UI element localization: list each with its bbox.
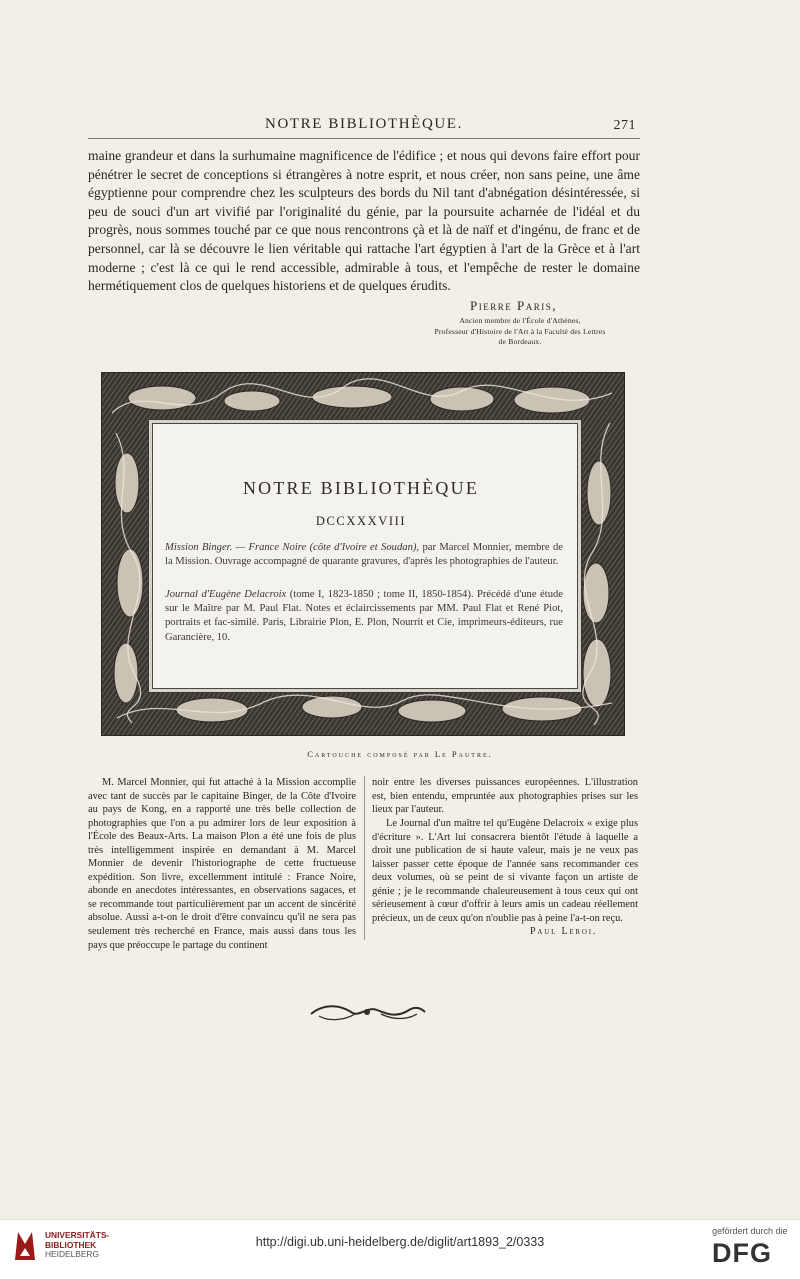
- signature-line: Professeur d'Histoire de l'Art à la Faculté des Lettres: [434, 326, 606, 336]
- catalog-number: DCCXXXVIII: [315, 514, 407, 528]
- signature-name: Pierre Paris,: [470, 298, 557, 313]
- review-right-column-1: noir entre les diverses puissances européennes. L'illustration est, bien entendu, empruntée aux photographies prises sur les lieux par l'auteur.: [372, 777, 638, 816]
- fleuron-ornament-icon: [309, 1000, 427, 1024]
- review-author: Paul Leroi.: [530, 926, 598, 937]
- uni-line: BIBLIOTHEK: [45, 1239, 97, 1250]
- entry-title: Journal d'Eugène Delacroix: [165, 589, 287, 600]
- page-number: 271: [613, 118, 636, 133]
- catalog-entry-delacroix: [165, 588, 563, 645]
- cartouche-caption: Cartouche composé par Le Pautre.: [307, 749, 493, 759]
- uni-line: HEIDELBERG: [45, 1249, 99, 1260]
- column-divider: [364, 776, 365, 940]
- review-left-column: M. Marcel Monnier, qui fut attaché à la Mission accomplie avec tant de succès par le capitaine Binger, de la Côte d'Ivoire au pays de Kong, en a rapporté une très belle collection de photographies que l'on a pu admirer lors de leur exposition à l'École des Beaux-Arts. La maison Plon a été une fois de plus très intelligemment inspirée en demandant à M. Marcel Monnier de devenir l'historiographe de cette fructueuse expédition. Son livre, excellemment intitulé : France Noire, abonde en anecdotes intéressantes, en observations sagaces, et se recommande tout particulièrement par un accent de sincérité absolue. Aussi a-t-on le droit d'être convaincu qu'il ne sera pas seulement très recherché en France, mais aussi dans tous les pays que préoccupe le partage du continent: [88, 777, 356, 951]
- intro-paragraph: maine grandeur et dans la surhumaine magnificence de l'édifice ; et nous qui devons faire effort pour pénétrer le secret de conceptions si étrangères à notre esprit, et nous créer, non sans peine, une âme égyptienne pour comprendre chez les sculpteurs des bords du Nil tant d'abnégation désintéressée, si peu de souci d'un art vivifié par l'originalité du génie, par la poursuite acharnée de l'idéal et du progrès, nous sommes touché par ce que nous rencontrons çà et là de naïf et d'ingénu, de franc et de personnel, car là se découvre le lien véritable qui rattache l'art égyptien à l'art de la Grèce et à l'art moderne ; c'est là ce qui le rend accessible, admirable à tous, et l'empêche de rester le domaine hermétiquement clos de quelques historiens et de quelques érudits.: [88, 148, 640, 294]
- page-header: [88, 116, 640, 139]
- uni-line: UNIVERSITÄTS-: [45, 1230, 110, 1240]
- funded-by-label: gefördert durch die: [712, 1226, 788, 1236]
- catalog-entry-mission-binger: [165, 541, 563, 569]
- entry-title: Mission Binger. — France Noire (côte d'Ivoire et Soudan),: [165, 542, 420, 553]
- entry-text: par Marcel Monnier, membre de la Mission. Ouvrage accompagné de quarante gravures, d'après les photographies de l'auteur.: [165, 542, 564, 568]
- review-right-column-2: Le Journal d'un maître tel qu'Eugène Delacroix « exige plus d'écriture ». L'Art lui consacrera bientôt l'étude à laquelle a droit une publication de si haute valeur, mais je ne veux pas laisser passer cette époque de l'année sans recommander ces deux volumes, où se peint de si vivante façon un artiste de génie ; je le recommande chaleureusement à tous ceux qui ont sérieusement à cœur d'offrir à leurs amis un cadeau réellement précieux, un de ceux qu'on n'oublie pas à peine l'a-t-on reçu.: [372, 818, 638, 924]
- catalog-heading: NOTRE BIBLIOTHÈQUE: [242, 478, 480, 498]
- footer-bar: [0, 1219, 800, 1279]
- signature-line: de Bordeaux.: [498, 337, 542, 347]
- source-url-link[interactable]: http://digi.ub.uni-heidelberg.de/diglit/art1893_2/0333: [255, 1235, 545, 1249]
- entry-text: (tome I, 1823-1850 ; tome II, 1850-1854). Précédé d'une étude sur le Maître par M. Paul Flat. Notes et éclaircissements par MM. Paul Flat et René Piot, portraits et fac-similé. Paris, Librairie Plon, E. Plon, Nourrit et Cie, imprimeurs-éditeurs, rue Garancière, 10.: [165, 589, 563, 643]
- signature-line: Ancien membre de l'École d'Athènes,: [459, 316, 581, 325]
- signature-title: [400, 316, 640, 348]
- running-title: NOTRE BIBLIOTHÈQUE.: [265, 116, 463, 132]
- dfg-logo: DFG: [712, 1238, 772, 1268]
